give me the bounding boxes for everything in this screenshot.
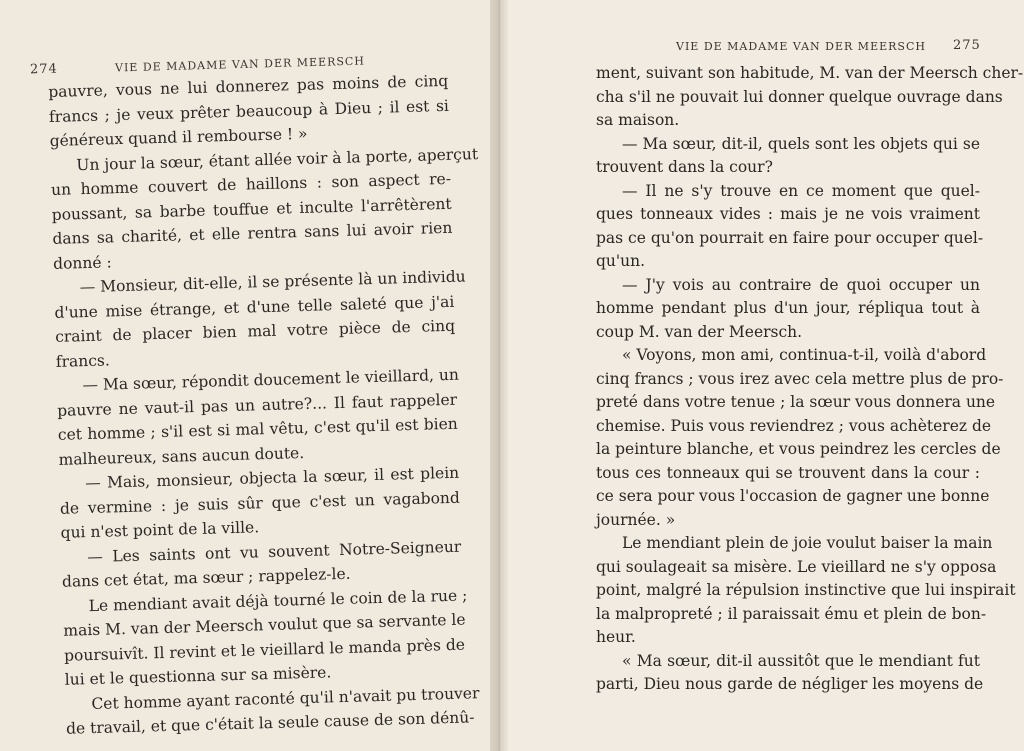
text-line: ment, suivant son habitude, M. van der Meersch cher- xyxy=(596,64,1024,82)
text-line: — Ma sœur, répondit doucement le vieillard, un xyxy=(82,365,460,395)
text-line: — Mais, monsieur, objecta la sœur, il est plein xyxy=(85,463,460,493)
left-running-head: VIE DE MADAME VAN DER MEERSCH xyxy=(114,54,366,75)
text-line: Le mendiant plein de joie voulut baiser la main xyxy=(622,534,993,552)
text-line: qui soulageait sa misère. Le vieillard ne s'y opposa xyxy=(596,557,997,576)
text-line: de travail, et que c'était la seule cause de son dénû- xyxy=(65,708,475,738)
text-line: un homme couvert de haillons : son aspect re- xyxy=(50,169,452,199)
text-line: ques tonneaux vides : mais je ne vois vraiment xyxy=(596,205,980,223)
text-line: cha s'il ne pouvait lui donner quelque ouvrage dans xyxy=(596,87,1003,106)
text-line: dans sa charité, et elle rentra sans lui avoir rien xyxy=(52,218,453,248)
text-line: pauvre ne vaut-il pas un autre?... Il faut rappeler xyxy=(56,390,458,420)
text-line: — Ma sœur, dit-il, quels sont les objets qui se xyxy=(622,134,980,153)
text-line: « Voyons, mon ami, continua-t-il, voilà d'abord xyxy=(622,346,987,364)
text-line: qu'un. xyxy=(596,252,646,270)
text-line: qui n'est point de la ville. xyxy=(60,518,260,542)
text-line: pas ce qu'on pourrait en faire pour occuper quel- xyxy=(596,228,984,247)
text-line: pauvre, vous ne lui donnerez pas moins de cinq xyxy=(48,71,449,101)
text-line: francs. xyxy=(55,350,111,371)
text-line: heur. xyxy=(596,628,636,646)
text-line: chemise. Puis vous reviendrez ; vous achèterez de xyxy=(596,416,992,435)
book-gutter xyxy=(490,0,508,751)
text-line: de vermine : je suis sûr que c'est un vagabond xyxy=(59,488,461,518)
text-line: francs ; je veux prêter beaucoup à Dieu ; il est si xyxy=(48,96,450,126)
text-line: point, malgré la répulsion instinctive que lui inspirait xyxy=(596,581,1016,599)
text-line: lui et le questionna sur sa misère. xyxy=(64,663,332,689)
text-line: la malpropreté ; il paraissait ému et plein de bon- xyxy=(596,604,987,623)
text-line: d'une mise étrange, et d'une telle saleté que j'ai xyxy=(54,292,455,322)
text-line: coup M. van der Meersch. xyxy=(596,322,803,341)
text-line: homme pendant plus d'un jour, répliqua tout à xyxy=(596,299,980,317)
text-line: généreux quand il rembourse ! » xyxy=(49,124,308,150)
right-page-text xyxy=(596,62,1024,697)
text-line: — Les saints ont vu souvent Notre-Seigneur xyxy=(87,537,462,566)
text-line: — Il ne s'y trouve en ce moment que quel- xyxy=(622,181,980,200)
text-line: poussant, sa barbe touffue et inculte l'arrêtèrent xyxy=(51,194,452,224)
text-line: trouvent dans la cour? xyxy=(596,158,773,176)
text-line: parti, Dieu nous garde de négliger les moyens de xyxy=(596,675,984,693)
text-line: preté dans votre tenue ; la sœur vous donnera une xyxy=(596,393,996,411)
text-line: Le mendiant avait déjà tourné le coin de la rue ; xyxy=(88,585,468,615)
text-line: la peinture blanche, et vous peindrez les cercles de xyxy=(596,440,1001,458)
text-line: tous ces tonneaux qui se trouvent dans la cour : xyxy=(596,463,980,482)
text-line: mais M. van der Meersch voulut que sa servante le xyxy=(63,610,466,640)
text-line: dans cet état, ma sœur ; rappelez-le. xyxy=(61,564,351,591)
text-line: craint de placer bien mal votre pièce de cinq xyxy=(54,316,456,346)
right-running-head: VIE DE MADAME VAN DER MEERSCH xyxy=(676,40,926,53)
text-line: sa maison. xyxy=(596,111,680,129)
right-page xyxy=(498,0,1024,751)
text-line: Un jour la sœur, étant allée voir à la porte, aperçut xyxy=(76,144,479,174)
text-line: ce sera pour vous l'occasion de gagner une bonne xyxy=(596,487,990,505)
text-line: cinq francs ; vous irez avec cela mettre plus de pro- xyxy=(596,369,1004,388)
text-line: Cet homme ayant raconté qu'il n'avait pu trouver xyxy=(91,683,480,713)
text-line: — Monsieur, dit-elle, il se présente là un individu xyxy=(79,267,466,297)
text-line: « Ma sœur, dit-il aussitôt que le mendiant fut xyxy=(622,651,980,670)
text-line: — J'y vois au contraire de quoi occuper un xyxy=(622,275,980,294)
left-page-number: 274 xyxy=(29,61,59,78)
text-line: cet homme ; s'il est si mal vêtu, c'est qu'il est bien xyxy=(57,414,459,444)
text-line: poursuivît. Il revint et le vieillard le manda près de xyxy=(63,635,466,665)
text-line: malheureux, sans aucun doute. xyxy=(58,443,305,469)
left-page-text xyxy=(48,69,480,741)
text-line: journée. » xyxy=(596,510,676,529)
left-page xyxy=(0,0,498,751)
right-page-number: 275 xyxy=(953,38,981,53)
text-line: donné : xyxy=(52,252,112,273)
